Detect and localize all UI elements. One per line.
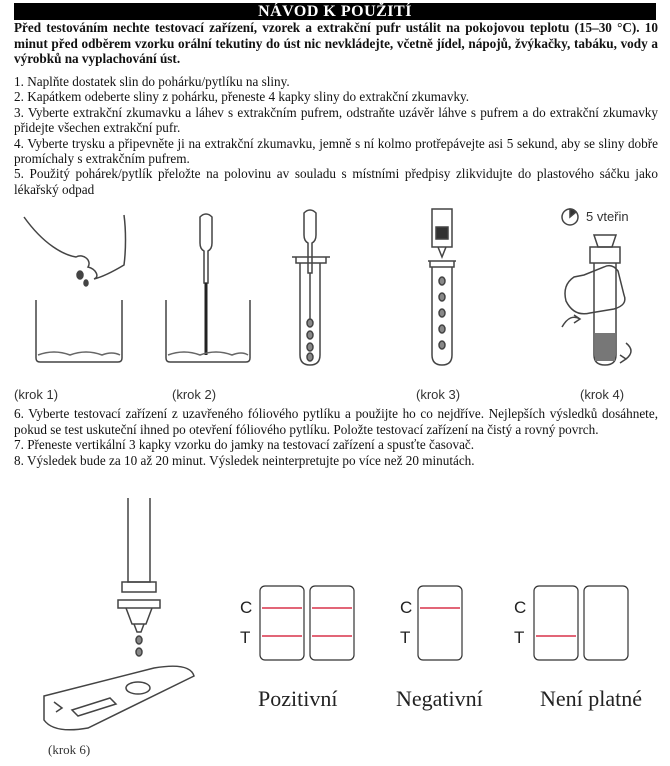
steps-illustration xyxy=(14,205,658,405)
caption-step-1: (krok 1) xyxy=(14,387,59,402)
steps-drawing xyxy=(14,205,658,390)
result-invalid-label: Není platné xyxy=(540,686,643,711)
step-4: 4. Vyberte trysku a připevněte ji na extrakční zkumavku, jemně s ní kolmo protřepávejte asi 5 sekund, aby se sliny dobře promíchaly s extrakčním pufrem. xyxy=(14,135,658,167)
caption-step-6: (krok 6) xyxy=(48,742,91,757)
rotate-arrow-left xyxy=(562,315,580,327)
face-profile xyxy=(24,215,126,279)
step-6: 6. Vyberte testovací zařízení z uzavřeného fóliového pytlíku a použijte ho co nejdříve. Nejlepších výsledků dosáhnete, pokud se test uskuteční ihned po otevření fóliového pytlíku. Položte testovací zařízení na čistý a rovný povrch. xyxy=(14,406,658,437)
c-label-invalid: C xyxy=(514,598,527,617)
c-label-positive: C xyxy=(240,598,253,617)
result-positive-label: Pozitivní xyxy=(258,686,338,711)
dropper-tube xyxy=(128,498,150,582)
caption-step-4: (krok 4) xyxy=(580,387,625,402)
step-2: 2. Kapátkem odeberte sliny z pohárku, přeneste 4 kapky sliny do extrakční zkumavky. xyxy=(14,89,470,105)
test-cassette xyxy=(44,666,194,730)
step-5: 5. Použitý pohárek/pytlík přeložte na polovinu av souladu s místními předpisy zlikvidujte do plastového sáčku jako lékařský odpad xyxy=(14,166,658,197)
intro-text: Před testováním nechte testovací zařízení, vzorek a extrakční pufr ustálit na pokojovou teplotu (15–30 °C). 10 minut před odběrem vzorku orální tekutiny do úst nic nevkládejte, včetně jídel, nápojů, žvýkačky, tabáku, vody a výrobků na vyplachování úst. xyxy=(14,20,658,67)
result-card-positive-2 xyxy=(310,586,354,660)
pipette xyxy=(200,214,212,283)
steps-list-b xyxy=(14,406,658,468)
step-7: 7. Přeneste vertikální 3 kapky vzorku do jamky na testovací zařízení a spusťte časovač. xyxy=(14,437,475,453)
nozzle xyxy=(594,235,616,247)
c-label-negative: C xyxy=(400,598,413,617)
result-cards xyxy=(260,586,628,660)
results-illustration xyxy=(14,490,658,765)
page-title: NÁVOD K POUŽITÍ xyxy=(14,3,656,20)
result-negative-label: Negativní xyxy=(396,686,483,711)
t-label-positive: T xyxy=(240,628,251,647)
timer-label: 5 vteřin xyxy=(586,209,629,224)
result-card-negative xyxy=(418,586,462,660)
result-card-positive-1 xyxy=(260,586,304,660)
steps-list-a xyxy=(14,74,658,197)
saliva-drop xyxy=(77,271,83,279)
result-card-invalid-1 xyxy=(534,586,578,660)
rotate-arrow-right xyxy=(620,343,631,363)
caption-step-2: (krok 2) xyxy=(172,387,217,402)
result-card-invalid-2 xyxy=(584,586,628,660)
step-3: 3. Vyberte extrakční zkumavku a láhev s extrakčním pufrem, odstraňte uzávěr láhve s pufrem a do extrakční zkumavky přidejte všechen extrakční pufr. xyxy=(14,104,658,136)
step-1: 1. Naplňte dostatek slin do pohárku/pytlíku na sliny. xyxy=(14,74,290,89)
t-label-invalid: T xyxy=(514,628,525,647)
t-label-negative: T xyxy=(400,628,411,647)
caption-step-3: (krok 3) xyxy=(416,387,461,402)
step-8: 8. Výsledek bude za 10 až 20 minut. Výsledek neinterpretujte po více než 20 minutách. xyxy=(14,452,475,468)
